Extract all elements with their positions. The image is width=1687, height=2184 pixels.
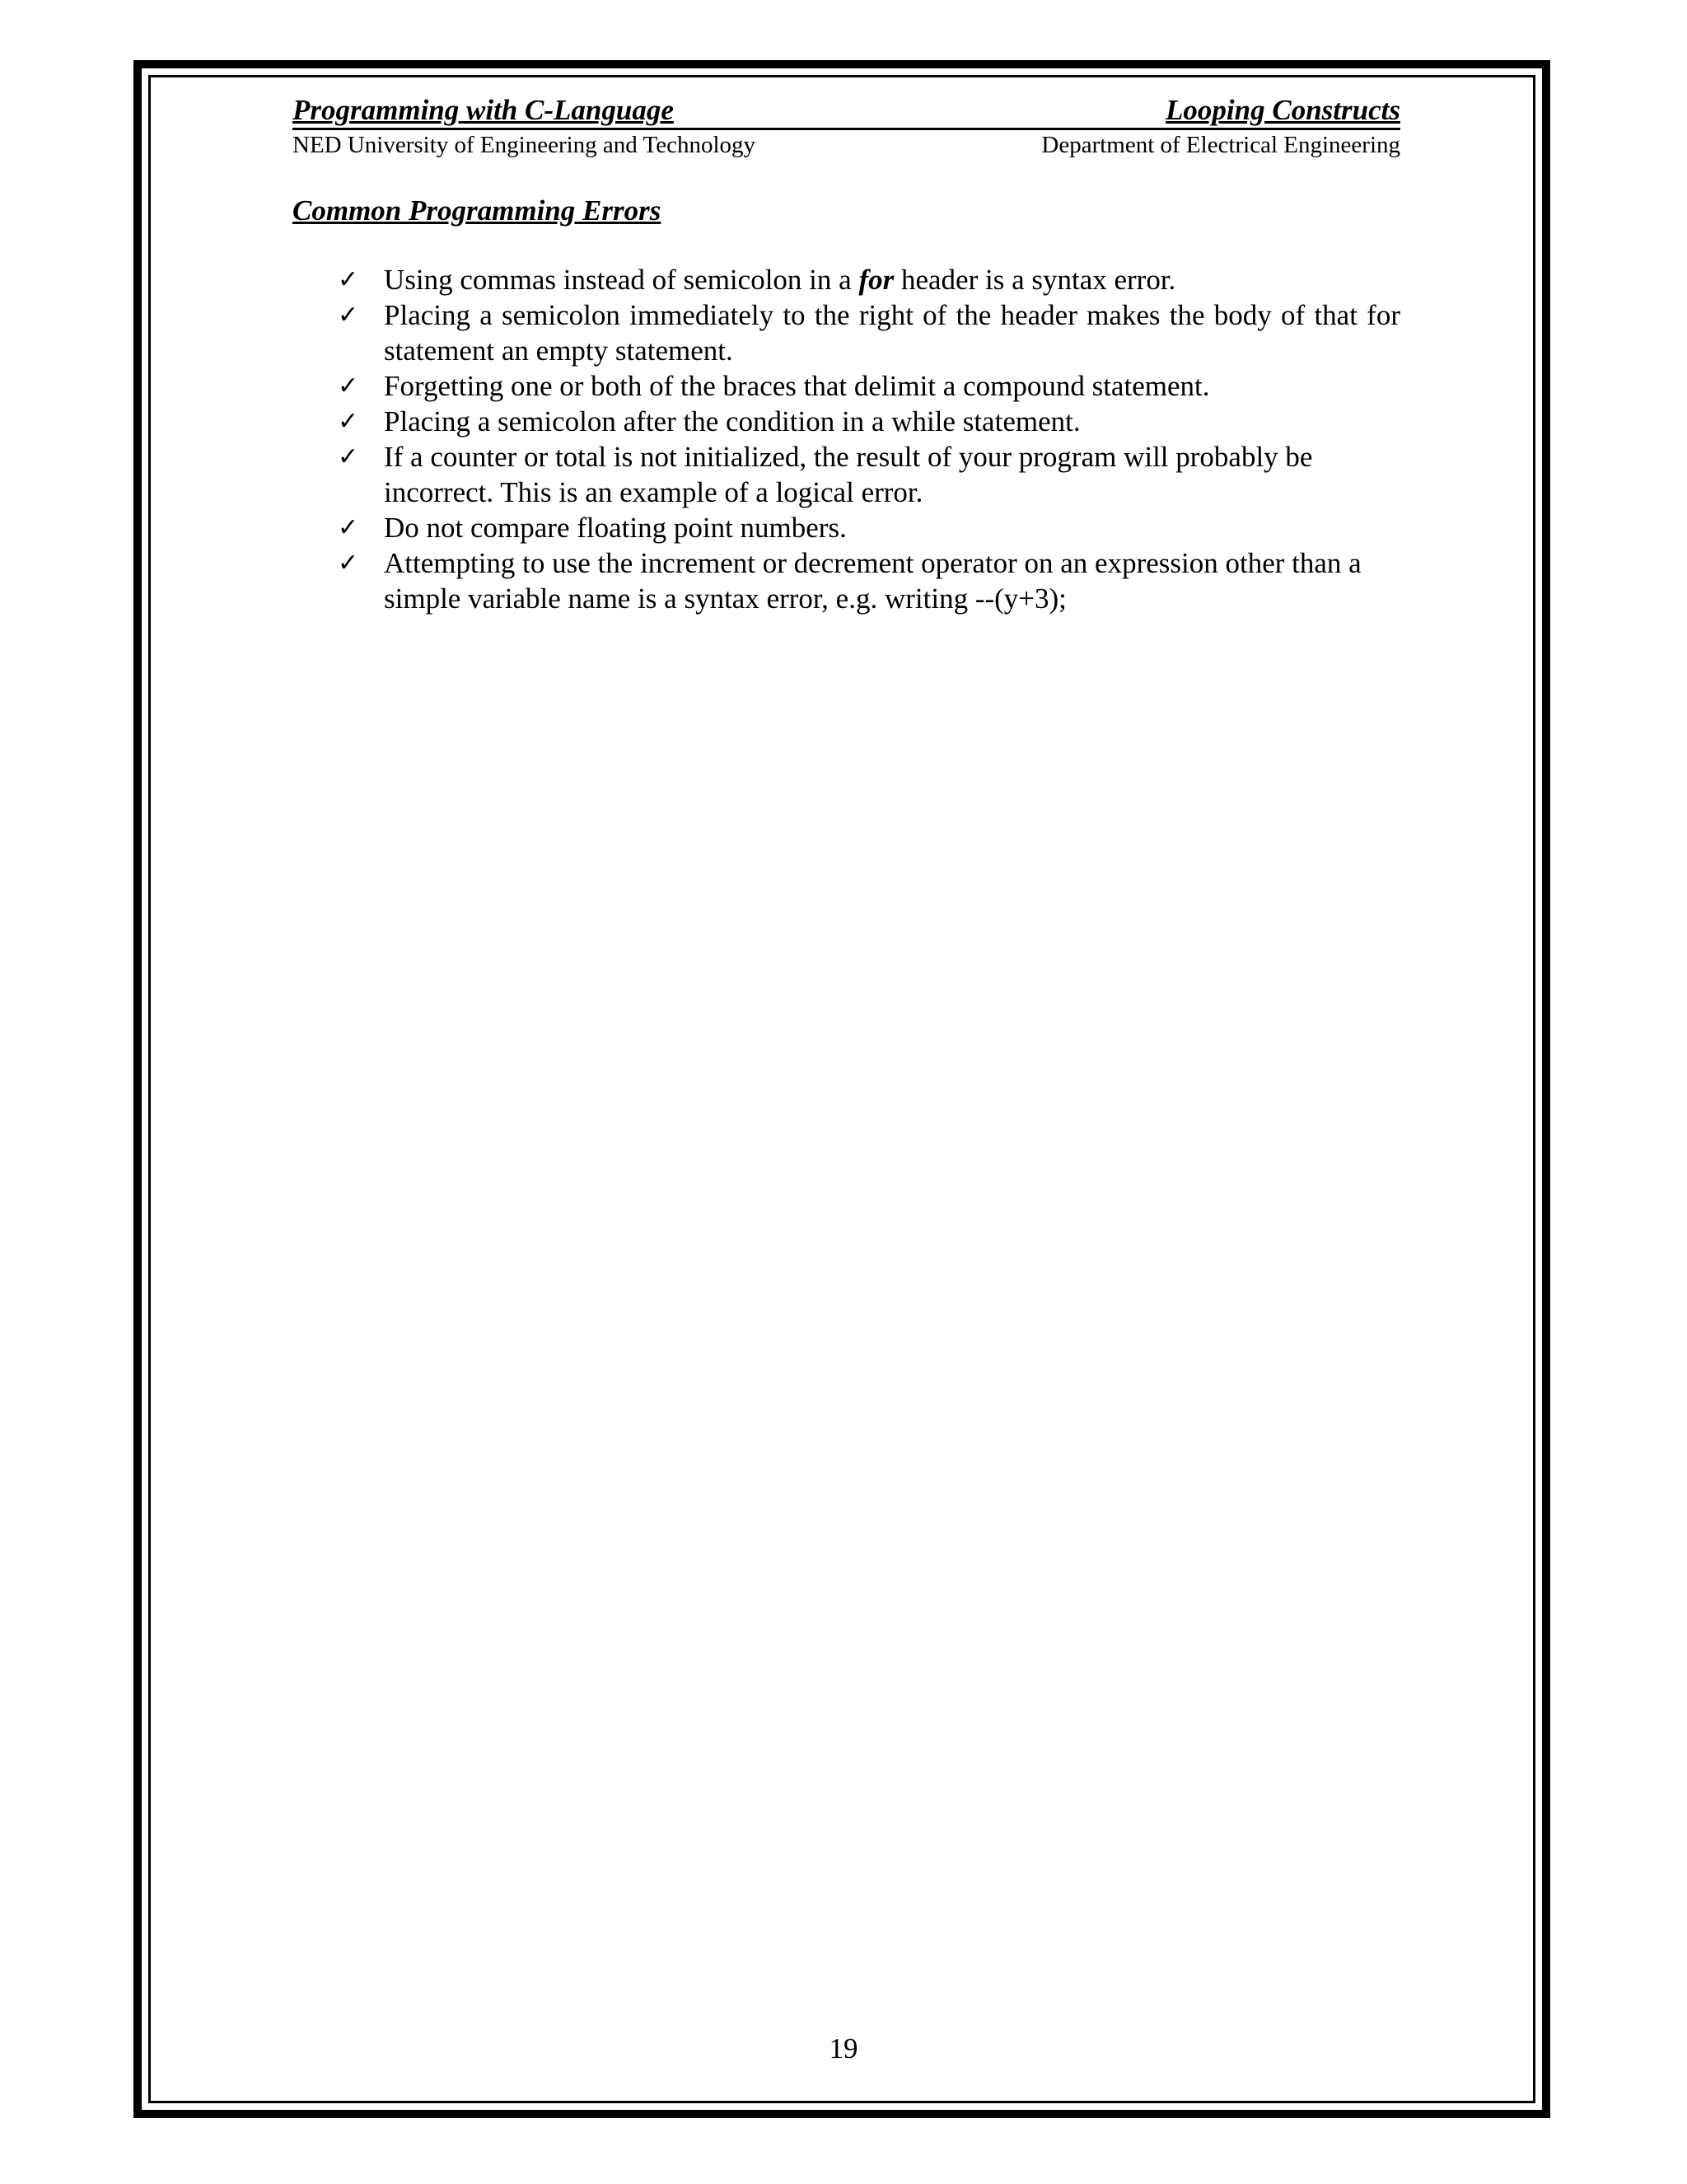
- university-name: NED University of Engineering and Technology: [292, 132, 756, 158]
- page-number: 19: [829, 2032, 858, 2065]
- chapter-title: Looping Constructs: [1166, 94, 1400, 126]
- department-name: Department of Electrical Engineering: [1041, 132, 1400, 158]
- error-list: [338, 262, 1400, 616]
- list-item: [338, 510, 1400, 545]
- list-item-text: Placing a semicolon immediately to the right of the header makes the body of that for statement an empty statement.: [384, 299, 1400, 367]
- list-item-text: Attempting to use the increment or decrement operator on an expression other than a simple variable name is a syntax error, e.g. writing --(y+3);: [384, 547, 1362, 615]
- list-item-text: If a counter or total is not initialized, the result of your program will probably be incorrect. This is an example of a logical error.: [384, 441, 1313, 508]
- section-title: Common Programming Errors: [292, 194, 661, 227]
- course-title: Programming with C-Language: [292, 94, 674, 126]
- page-header: [292, 93, 1400, 160]
- list-item: [338, 262, 1400, 297]
- list-item: [338, 368, 1400, 404]
- list-item-text: Forgetting one or both of the braces that delimit a compound statement.: [384, 370, 1210, 402]
- checkmark-icon: ✓: [338, 407, 359, 436]
- list-item: [338, 439, 1400, 510]
- keyword-for: for: [858, 264, 895, 296]
- header-title-row: [292, 93, 1400, 130]
- checkmark-icon: ✓: [338, 513, 359, 542]
- list-item: [338, 297, 1400, 368]
- checkmark-icon: ✓: [338, 372, 359, 400]
- list-item: [338, 404, 1400, 439]
- list-item-text: Using commas instead of semicolon in a for header is a syntax error.: [384, 264, 1176, 296]
- checkmark-icon: ✓: [338, 442, 359, 471]
- list-item-text: Do not compare floating point numbers.: [384, 512, 847, 544]
- list-item: [338, 545, 1400, 616]
- header-subtitle-row: [292, 130, 1400, 160]
- checkmark-icon: ✓: [338, 549, 359, 578]
- checkmark-icon: ✓: [338, 265, 359, 294]
- list-item-text: Placing a semicolon after the condition in a while statement.: [384, 405, 1081, 437]
- checkmark-icon: ✓: [338, 301, 359, 330]
